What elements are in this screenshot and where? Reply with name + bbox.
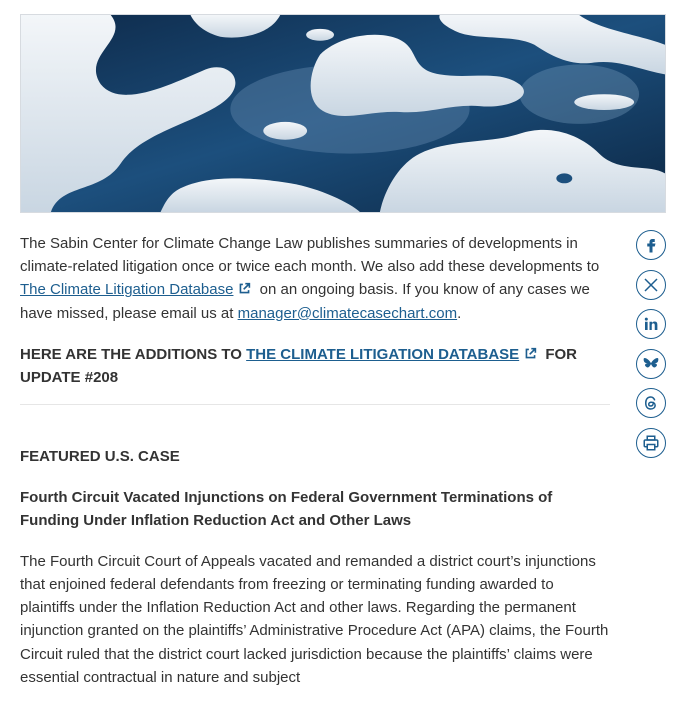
intro-text: The Sabin Center for Climate Change Law publishes summaries of developments in climate-related litigation once or twice each month. We also add these developments to [20, 235, 600, 276]
additions-heading [20, 343, 610, 389]
linkedin-icon [642, 315, 660, 333]
case-title: Fourth Circuit Vacated Injunctions on Federal Government Terminations of Funding Under Inflation Reduction Act and Other Laws [20, 488, 553, 529]
hero-image [20, 14, 666, 213]
external-link-icon [238, 282, 251, 295]
email-link[interactable]: manager@climatecasechart.com [237, 304, 458, 322]
x-icon [642, 276, 660, 294]
linkedin-share-button[interactable] [636, 309, 666, 339]
intro-text-end: . [457, 304, 462, 322]
section-divider [20, 404, 610, 405]
climate-litigation-database-link[interactable]: The Climate Litigation Database [20, 281, 234, 299]
print-icon [642, 434, 660, 452]
facebook-share-button[interactable] [636, 230, 666, 260]
intro-text-continued: on an ongoing basis. If you know of any cases we have missed, please email us at [20, 281, 590, 322]
article-content [20, 232, 610, 689]
database-heading-link[interactable]: THE CLIMATE LITIGATION DATABASE [246, 345, 520, 363]
x-share-button[interactable] [636, 270, 666, 300]
external-link-icon [524, 347, 537, 360]
intro-paragraph [20, 232, 610, 325]
print-button[interactable] [636, 428, 666, 458]
bluesky-share-button[interactable] [636, 349, 666, 379]
case-summary: The Fourth Circuit Court of Appeals vacated and remanded a district court’s injunctions that enjoined federal defendants from freezing or terminating funding awarded to plaintiffs under the Inflation Reduction Act and other laws. Regarding the permanent injunction granted on the plaintiffs’ Administrative Procedure Act (APA) claims, the Fourth Circuit ruled that the district court lacked jurisdiction because the plaintiffs’ claims were essential contractual in nature and subject [20, 552, 609, 686]
threads-share-button[interactable] [636, 388, 666, 418]
facebook-icon [642, 236, 660, 254]
bluesky-icon [642, 355, 660, 373]
featured-heading: FEATURED U.S. CASE [20, 447, 180, 465]
threads-icon [642, 394, 660, 412]
additions-prefix: HERE ARE THE ADDITIONS TO [20, 345, 247, 363]
arctic-ice-photo [21, 15, 665, 212]
share-bar [636, 230, 670, 468]
additions-suffix: FOR UPDATE #208 [20, 345, 578, 386]
